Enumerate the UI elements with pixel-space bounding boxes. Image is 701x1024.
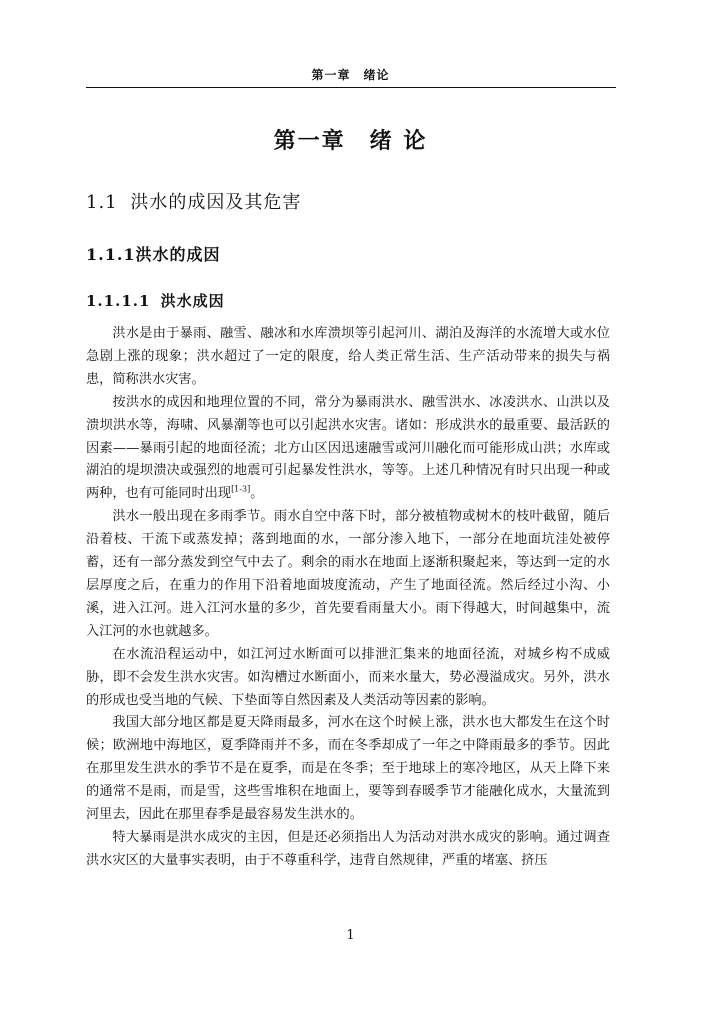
- paragraph-5: 我国大部分地区都是夏天降雨最多，河水在这个时候上涨，洪水也大都发生在这个时候；欧洲地中海地区，夏季降雨并不多，而在冬季却成了一年之中降雨最多的季节。因此在那里发生洪水的季节不是在夏季，而是在冬季；至于地球上的寒冷地区，从天上降下来的通常不是雨，而是雪，这些雪堆积在地面上，要等到春暖季节才能融化成水，大量流到河里去，因此在那里春季是最容易发生洪水的。: [86, 715, 610, 823]
- chapter-title: 第一章 绪 论: [273, 128, 428, 154]
- paragraph-6: 特大暴雨是洪水成灾的主因，但是还必须指出人为活动对洪水成灾的影响。通过调查洪水灾区的大量事实表明，由于不尊重科学，违背自然规律，严重的堵塞、挤压: [86, 829, 610, 868]
- subsection-heading: [86, 242, 221, 265]
- header-rule: [86, 87, 616, 88]
- paragraph-2-end: 。: [250, 486, 264, 502]
- subsection-number: 1.1.1: [86, 245, 136, 264]
- subsubsection-heading: [86, 290, 225, 311]
- running-header: 第一章 绪论: [311, 68, 390, 82]
- paragraph-2-text: 按洪水的成因和地理位置的不同，常分为暴雨洪水、融雪洪水、冰凌洪水、山洪以及溃坝洪水等，海啸、风暴潮等也可以引起洪水灾害。诸如：形成洪水的最重要、最活跃的因素——暴雨引起的地面径流；北方山区因迅速融雪或河川融化而可能形成山洪；水库或湖泊的堤坝溃决或强烈的地震可引起暴发性洪水，等等。上述几种情况有时只出现一种或两种，也有可能同时出现: [86, 394, 610, 502]
- paragraph-2: [86, 392, 610, 507]
- paragraph-3: 洪水一般出现在多雨季节。雨水自空中落下时，部分被植物或树木的枝叶截留，随后沿着枝、干流下或蒸发掉；落到地面的水，一部分渗入地下，一部分在地面坑洼处被停蓄，还有一部分蒸发到空气中去了。剩余的雨水在地面上逐渐积聚起来，等达到一定的水层厚度之后，在重力的作用下沿着地面坡度流动，产生了地面径流。然后经过小沟、小溪，进入江河。进入江河水量的多少，首先要看雨量大小。雨下得越大，时间越集中，流入江河的水也就越多。: [86, 509, 610, 639]
- body-text: [86, 323, 610, 873]
- paragraph-4: 在水流沿程运动中，如江河过水断面可以排泄汇集来的地面径流，对城乡构不成威胁，即不会发生洪水灾害。如沟槽过水断面小，而来水量大，势必漫溢成灾。另外，洪水的形成也受当地的气候、下垫面等自然因素及人类活动等因素的影响。: [86, 646, 610, 708]
- section-number: 1.1: [86, 192, 118, 213]
- subsubsection-title: 洪水成因: [160, 292, 225, 310]
- subsection-title: 洪水的成因: [135, 245, 221, 264]
- page-number: 1: [346, 928, 355, 943]
- citation-mark: [1-3]: [231, 484, 251, 494]
- section-title: 洪水的成因及其危害: [130, 192, 302, 213]
- paragraph-1: 洪水是由于暴雨、融雪、融冰和水库溃坝等引起河川、湖泊及海洋的水流增大或水位急剧上涨的现象；洪水超过了一定的限度，给人类正常生活、生产活动带来的损失与祸患，简称洪水灾害。: [86, 326, 610, 387]
- section-heading: [86, 188, 301, 214]
- subsubsection-number: 1.1.1.1: [86, 292, 151, 310]
